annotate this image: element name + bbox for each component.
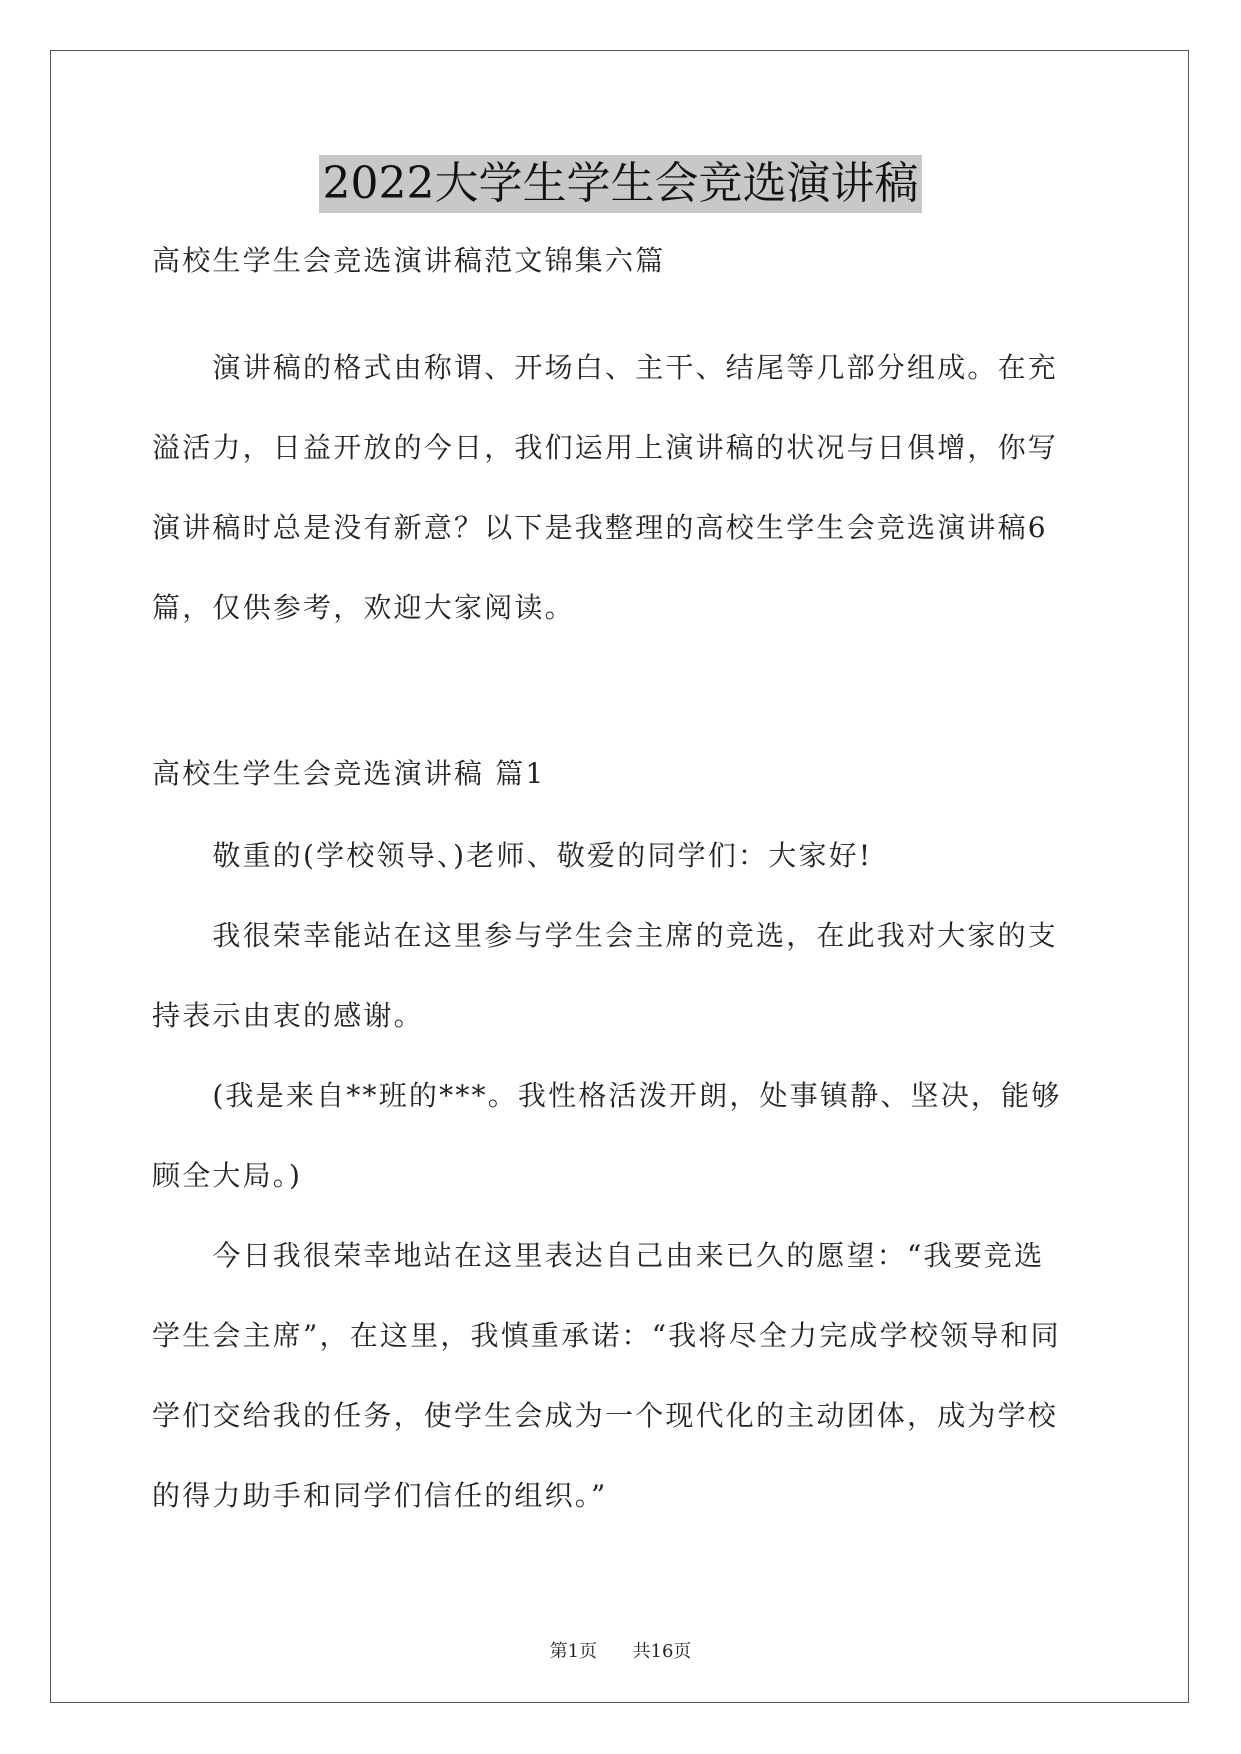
page-total: 共16页	[632, 1641, 692, 1662]
paragraph-line: 的得力助手和同学们信任的组织。”	[152, 1479, 608, 1512]
document-subtitle: 高校生学生会竞选演讲稿范文锦集六篇	[152, 244, 666, 277]
page-border	[50, 50, 1189, 1703]
paragraph-line: 敬重的(学校领导、)老师、敬爱的同学们：大家好!	[152, 839, 873, 872]
paragraph-line: 篇，仅供参考，欢迎大家阅读。	[152, 591, 575, 624]
paragraph-line: 学们交给我的任务，使学生会成为一个现代化的主动团体，成为学校	[152, 1399, 1059, 1432]
section-heading: 高校生学生会竞选演讲稿 篇1	[152, 757, 546, 790]
paragraph-line: 溢活力，日益开放的今日，我们运用上演讲稿的状况与日俱增，你写	[152, 431, 1059, 464]
paragraph-line: 学生会主席”，在这里，我慎重承诺：“我将尽全力完成学校领导和同	[152, 1319, 1061, 1352]
paragraph-line: 演讲稿时总是没有新意？以下是我整理的高校生学生会竞选演讲稿6	[152, 511, 1048, 544]
paragraph-line: 顾全大局。)	[152, 1159, 303, 1192]
document-title: 2022大学生学生会竞选演讲稿	[319, 155, 923, 213]
paragraph-line: 我很荣幸能站在这里参与学生会主席的竞选，在此我对大家的支	[152, 919, 1059, 952]
paragraph-line: 今日我很荣幸地站在这里表达自己由来已久的愿望：“我要竞选	[152, 1239, 1045, 1272]
paragraph-line: (我是来自**班的***。我性格活泼开朗，处事镇静、坚决，能够	[152, 1079, 1062, 1112]
title-container	[0, 155, 1241, 213]
paragraph-line: 持表示由衷的感谢。	[152, 999, 424, 1032]
page-footer	[0, 1640, 1241, 1664]
paragraph-line: 演讲稿的格式由称谓、开场白、主干、结尾等几部分组成。在充	[152, 351, 1059, 384]
page-number: 第1页	[549, 1641, 598, 1662]
